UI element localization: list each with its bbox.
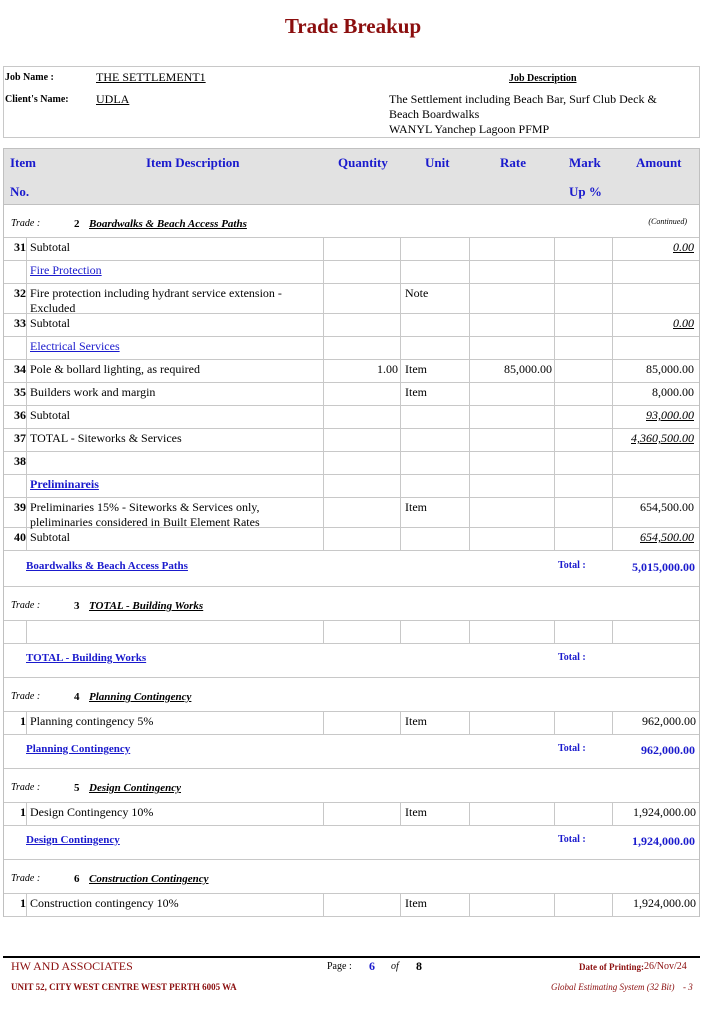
cell-divider: [554, 406, 555, 428]
table-row: [4, 337, 699, 360]
cell-divider: [554, 284, 555, 313]
total-label: Total :: [558, 652, 586, 663]
item-number: 32: [14, 286, 26, 300]
cell-divider: [469, 360, 470, 382]
cell-divider: [554, 337, 555, 359]
trade-header: [4, 769, 699, 803]
page-title: Trade Breakup: [284, 14, 422, 38]
cell-divider: [612, 360, 613, 382]
header-markup: Up %: [569, 184, 602, 199]
cell-divider: [554, 803, 555, 825]
item-amount: 85,000.00: [646, 362, 694, 376]
cell-divider: [554, 238, 555, 260]
section-heading[interactable]: Preliminareis: [30, 477, 99, 491]
cell-divider: [554, 621, 555, 643]
trade-header: [4, 678, 699, 712]
cell-divider: [469, 621, 470, 643]
item-unit: Item: [405, 714, 427, 728]
cell-divider: [469, 337, 470, 359]
job-description-label: Job Description: [509, 73, 577, 84]
table-row: [4, 621, 699, 644]
cell-divider: [612, 406, 613, 428]
cell-divider: [26, 528, 27, 550]
cell-divider: [400, 383, 401, 405]
trade-total-name: Planning Contingency: [26, 743, 131, 755]
cell-divider: [612, 383, 613, 405]
item-description: Subtotal: [30, 316, 71, 330]
cell-divider: [323, 314, 324, 336]
item-description: Subtotal: [30, 240, 71, 254]
cell-divider: [469, 383, 470, 405]
item-description: TOTAL - Siteworks & Services: [30, 431, 182, 445]
trade-label: Trade :: [11, 873, 41, 884]
cell-divider: [323, 803, 324, 825]
item-unit: Item: [405, 362, 427, 376]
header-description: Item Description: [146, 155, 240, 170]
item-number: 37: [14, 431, 26, 445]
trade-number: 3: [74, 600, 80, 612]
company-name: HW AND ASSOCIATES: [11, 959, 133, 973]
cell-divider: [612, 452, 613, 474]
cell-divider: [26, 314, 27, 336]
table-row: [4, 452, 699, 475]
cell-divider: [323, 498, 324, 527]
item-rate: 85,000.00: [504, 362, 552, 376]
cell-divider: [469, 314, 470, 336]
trade-total-name: Design Contingency: [26, 834, 120, 846]
cell-divider: [469, 261, 470, 283]
job-description-line: Beach Boardwalks: [389, 107, 480, 121]
header-item: Item: [10, 155, 36, 170]
item-description: Construction contingency 10%: [30, 896, 179, 910]
cell-divider: [612, 475, 613, 497]
cell-divider: [26, 498, 27, 527]
cell-divider: [554, 383, 555, 405]
item-unit: Item: [405, 805, 427, 819]
header-mark: Mark: [569, 155, 601, 170]
cell-divider: [26, 475, 27, 497]
cell-divider: [469, 284, 470, 313]
cell-divider: [400, 528, 401, 550]
item-description: Design Contingency 10%: [30, 805, 154, 819]
cell-divider: [612, 621, 613, 643]
cell-divider: [469, 712, 470, 734]
item-number: 35: [14, 385, 26, 399]
trade-header: [4, 587, 699, 621]
item-description: Planning contingency 5%: [30, 714, 154, 728]
item-number: 40: [14, 530, 26, 544]
cell-divider: [554, 712, 555, 734]
cell-divider: [612, 712, 613, 734]
page-total: 8: [416, 959, 422, 973]
table-row: [4, 498, 699, 528]
header-rate: Rate: [500, 155, 526, 170]
job-description-line: The Settlement including Beach Bar, Surf Club Deck &: [389, 92, 657, 106]
job-description-line: WANYL Yanchep Lagoon PFMP: [389, 122, 550, 136]
cell-divider: [400, 452, 401, 474]
item-amount: 654,500.00: [640, 500, 694, 514]
trade-total-name: Boardwalks & Beach Access Paths: [26, 560, 188, 572]
header-amount: Amount: [636, 155, 682, 170]
cell-divider: [554, 314, 555, 336]
cell-divider: [469, 406, 470, 428]
cell-divider: [469, 475, 470, 497]
item-unit: Item: [405, 500, 427, 514]
cell-divider: [26, 383, 27, 405]
cell-divider: [26, 406, 27, 428]
cell-divider: [400, 406, 401, 428]
table-row: [4, 894, 699, 917]
cell-divider: [323, 894, 324, 916]
cell-divider: [469, 429, 470, 451]
trade-name: Boardwalks & Beach Access Paths: [89, 218, 247, 230]
cell-divider: [554, 894, 555, 916]
table-row: [4, 383, 699, 406]
item-number: 33: [14, 316, 26, 330]
cell-divider: [26, 712, 27, 734]
cell-divider: [554, 429, 555, 451]
trade-table: [3, 205, 700, 917]
cell-divider: [26, 284, 27, 313]
cell-divider: [554, 360, 555, 382]
cell-divider: [400, 712, 401, 734]
job-description: [389, 92, 689, 137]
cell-divider: [554, 498, 555, 527]
table-row: [4, 314, 699, 337]
total-label: Total :: [558, 834, 586, 845]
table-row: [4, 803, 699, 826]
cell-divider: [400, 314, 401, 336]
cell-divider: [400, 429, 401, 451]
item-description: Builders work and margin: [30, 385, 156, 399]
company-address: UNIT 52, CITY WEST CENTRE WEST PERTH 6005 WA: [11, 982, 237, 992]
trade-total-row: [4, 552, 699, 587]
item-number: 1: [20, 896, 26, 910]
cell-divider: [400, 803, 401, 825]
cell-divider: [554, 452, 555, 474]
cell-divider: [612, 238, 613, 260]
item-number: 1: [20, 714, 26, 728]
cell-divider: [400, 284, 401, 313]
table-row: [4, 284, 699, 314]
trade-number: 5: [74, 782, 80, 794]
item-number: 34: [14, 362, 26, 376]
item-description: Subtotal: [30, 530, 71, 544]
header-quantity: Quantity: [338, 155, 388, 170]
table-row: [4, 238, 699, 261]
item-quantity: 1.00: [377, 362, 398, 376]
item-amount: 4,360,500.00: [631, 431, 694, 445]
trade-label: Trade :: [11, 691, 41, 702]
item-amount: 1,924,000.00: [633, 805, 696, 819]
cell-divider: [400, 261, 401, 283]
item-number: 38: [14, 454, 26, 468]
trade-header: [4, 860, 699, 894]
trade-name: Planning Contingency: [89, 691, 192, 703]
table-row: [4, 475, 699, 498]
cell-divider: [554, 528, 555, 550]
cell-divider: [323, 621, 324, 643]
system-name: Global Estimating System (32 Bit): [551, 982, 675, 992]
cell-divider: [612, 528, 613, 550]
continued-note: (Continued): [648, 217, 687, 226]
item-amount: 8,000.00: [652, 385, 694, 399]
trade-label: Trade :: [11, 218, 41, 229]
cell-divider: [400, 238, 401, 260]
cell-divider: [323, 475, 324, 497]
page-of: of: [391, 961, 399, 972]
trade-total-value: 1,924,000.00: [632, 834, 695, 848]
system-suffix: - 3: [683, 982, 693, 992]
cell-divider: [469, 894, 470, 916]
page-label: Page :: [327, 961, 352, 972]
table-row: [4, 261, 699, 284]
trade-label: Trade :: [11, 782, 41, 793]
item-number: 39: [14, 500, 26, 514]
cell-divider: [26, 894, 27, 916]
cell-divider: [469, 528, 470, 550]
cell-divider: [26, 621, 27, 643]
cell-divider: [323, 261, 324, 283]
cell-divider: [323, 528, 324, 550]
cell-divider: [400, 360, 401, 382]
page-number: 6: [369, 959, 375, 973]
trade-total-row: [4, 644, 699, 678]
cell-divider: [323, 284, 324, 313]
cell-divider: [26, 261, 27, 283]
total-label: Total :: [558, 743, 586, 754]
print-date: 26/Nov/24: [644, 961, 687, 972]
header-no: No.: [10, 184, 30, 199]
item-amount: 962,000.00: [642, 714, 696, 728]
cell-divider: [400, 894, 401, 916]
trade-header: [4, 205, 699, 238]
cell-divider: [26, 452, 27, 474]
client-name-value: UDLA: [96, 92, 130, 106]
total-label: Total :: [558, 560, 586, 571]
cell-divider: [323, 452, 324, 474]
cell-divider: [323, 337, 324, 359]
section-heading[interactable]: Fire Protection: [30, 263, 102, 277]
cell-divider: [612, 337, 613, 359]
item-amount: 0.00: [673, 240, 694, 254]
item-number: 1: [20, 805, 26, 819]
item-description: Subtotal: [30, 408, 71, 422]
table-row: [4, 360, 699, 383]
trade-total-row: [4, 735, 699, 769]
cell-divider: [26, 360, 27, 382]
trade-number: 2: [74, 218, 80, 230]
trade-name: Construction Contingency: [89, 873, 209, 885]
trade-number: 6: [74, 873, 80, 885]
cell-divider: [554, 261, 555, 283]
item-unit: Item: [405, 385, 427, 399]
cell-divider: [400, 498, 401, 527]
header-unit: Unit: [425, 155, 450, 170]
cell-divider: [554, 475, 555, 497]
cell-divider: [612, 894, 613, 916]
client-name-label: Client's Name:: [5, 94, 69, 105]
job-name-value: THE SETTLEMENT1: [96, 70, 206, 84]
cell-divider: [469, 498, 470, 527]
item-amount: 1,924,000.00: [633, 896, 696, 910]
trade-total-value: 5,015,000.00: [632, 560, 695, 574]
cell-divider: [26, 429, 27, 451]
trade-total-name: TOTAL - Building Works: [26, 652, 147, 664]
date-label: Date of Printing:: [579, 962, 644, 972]
cell-divider: [469, 803, 470, 825]
table-row: [4, 429, 699, 452]
table-header: [3, 148, 700, 205]
cell-divider: [612, 498, 613, 527]
cell-divider: [612, 314, 613, 336]
item-amount: 0.00: [673, 316, 694, 330]
cell-divider: [323, 712, 324, 734]
item-description: Fire protection including hydrant service extension - Excluded: [30, 286, 282, 315]
item-number: 36: [14, 408, 26, 422]
footer-divider: [3, 956, 700, 958]
cell-divider: [400, 475, 401, 497]
cell-divider: [26, 238, 27, 260]
cell-divider: [400, 621, 401, 643]
item-description: Pole & bollard lighting, as required: [30, 362, 200, 376]
item-unit: Note: [405, 286, 429, 300]
item-number: 31: [14, 240, 26, 254]
cell-divider: [612, 261, 613, 283]
trade-total-value: 962,000.00: [641, 743, 695, 757]
trade-label: Trade :: [11, 600, 41, 611]
job-name-label: Job Name :: [5, 72, 54, 83]
cell-divider: [323, 406, 324, 428]
cell-divider: [323, 383, 324, 405]
trade-name: Design Contingency: [89, 782, 181, 794]
item-amount: 654,500.00: [640, 530, 694, 544]
section-heading[interactable]: Electrical Services: [30, 339, 120, 353]
job-info-box: [3, 66, 700, 138]
table-row: [4, 712, 699, 735]
cell-divider: [612, 429, 613, 451]
trade-total-row: [4, 826, 699, 860]
cell-divider: [612, 803, 613, 825]
cell-divider: [26, 337, 27, 359]
cell-divider: [323, 238, 324, 260]
item-description: Preliminaries 15% - Siteworks & Services only, pleliminaries considered in Built Element Rates: [30, 500, 260, 529]
trade-name: TOTAL - Building Works: [89, 600, 204, 612]
cell-divider: [612, 284, 613, 313]
item-unit: Item: [405, 896, 427, 910]
cell-divider: [400, 337, 401, 359]
item-amount: 93,000.00: [646, 408, 694, 422]
cell-divider: [26, 803, 27, 825]
cell-divider: [323, 429, 324, 451]
table-row: [4, 528, 699, 551]
table-row: [4, 406, 699, 429]
trade-number: 4: [74, 691, 80, 703]
cell-divider: [323, 360, 324, 382]
cell-divider: [469, 238, 470, 260]
cell-divider: [469, 452, 470, 474]
